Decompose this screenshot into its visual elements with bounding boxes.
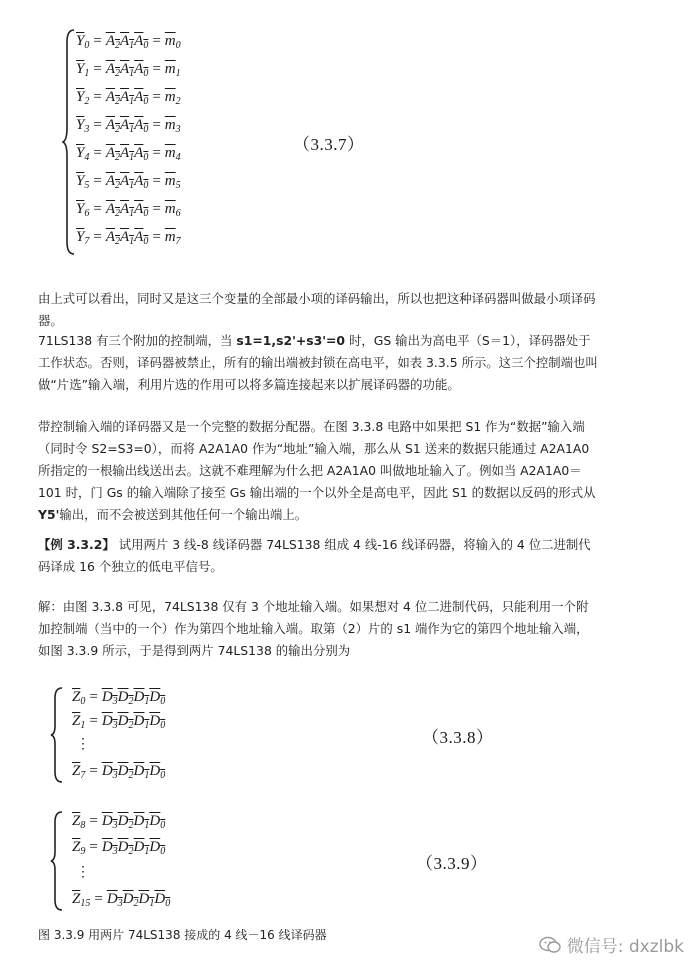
address-variable: A — [119, 61, 130, 77]
input-d: D — [101, 689, 113, 705]
minterm-product — [106, 145, 149, 161]
minterm-product — [102, 763, 165, 779]
equals-sign: = — [93, 117, 102, 133]
equals-sign: = — [152, 173, 161, 189]
input-d: D — [117, 713, 129, 729]
subscript: 6 — [175, 208, 181, 219]
equals-sign: = — [94, 891, 103, 907]
subscript: 0 — [160, 846, 166, 857]
minterm-product — [106, 61, 149, 77]
minterm-product — [106, 201, 149, 217]
equation-row — [76, 90, 181, 107]
paragraph-example: 【例 3.3.2】 试用两片 3 线-8 线译码器 74LS138 组成 4 线-16 线译码器，将输入的 4 位二进制代码译成 16 个独立的低电平信号。 — [38, 537, 591, 574]
subscript: 0 — [160, 770, 166, 781]
address-variable: A — [105, 89, 115, 105]
equals-sign: = — [89, 763, 98, 779]
output-y: $\overline{Y}$ — [76, 89, 85, 105]
subscript: 0 — [84, 40, 90, 51]
input-d: D — [117, 689, 129, 705]
equation-row — [72, 764, 165, 781]
input-d: D — [154, 891, 166, 907]
subscript: 1 — [84, 68, 90, 79]
input-d: D — [149, 689, 161, 705]
minterm-m: $\overline{m}$ — [164, 33, 176, 49]
subscript: 1 — [129, 124, 135, 135]
subscript: 1 — [129, 40, 135, 51]
address-variable: A — [105, 229, 115, 245]
input-d: D — [106, 891, 118, 907]
equals-sign: = — [93, 145, 102, 161]
subscript: 1 — [149, 898, 155, 909]
equals-sign: = — [152, 229, 161, 245]
equals-sign: = — [93, 61, 102, 77]
subscript: 2 — [84, 96, 90, 107]
output-y: $\overline{Y}$ — [76, 117, 85, 133]
input-d: D — [117, 839, 129, 855]
address-variable: A — [134, 33, 144, 49]
subscript: 3 — [175, 124, 181, 135]
subscript: 2 — [114, 152, 120, 163]
input-d: D — [149, 813, 161, 829]
subscript: 0 — [160, 720, 166, 731]
minterm-product — [106, 229, 149, 245]
address-variable: A — [119, 229, 130, 245]
address-variable: A — [119, 173, 130, 189]
subscript: 2 — [175, 96, 181, 107]
minterm-m: $\overline{m}$ — [164, 89, 176, 105]
input-d: D — [149, 713, 161, 729]
subscript: 2 — [128, 696, 134, 707]
subscript: 1 — [175, 68, 181, 79]
minterm-product — [106, 117, 149, 133]
minterm-m: $\overline{m}$ — [164, 201, 176, 217]
subscript: 1 — [144, 846, 150, 857]
address-variable: A — [134, 117, 144, 133]
subscript: 2 — [114, 124, 120, 135]
subscript: 7 — [80, 770, 86, 781]
output-y: $\overline{Y}$ — [76, 229, 85, 245]
input-d: D — [101, 713, 113, 729]
subscript: 0 — [143, 208, 149, 219]
subscript: 0 — [143, 68, 149, 79]
left-brace-icon — [50, 810, 64, 912]
address-variable: A — [119, 89, 130, 105]
input-d: D — [149, 839, 161, 855]
subscript: 0 — [160, 820, 166, 831]
paragraph-control-inputs: 71LS138 有三个附加的控制端，当 s1=1,s2'+s3'=0 时，GS 输出为高电平（S＝1），译码器处于工作状态。否则，译码器被禁止，所有的输出端被封锁在高电平，如表 3.3.5 所示。这三个控制端也叫做“片选”输入端，利用片选的作用可以将多篇连接起来以扩展译码器的功能。 — [38, 333, 598, 392]
input-d: D — [149, 763, 161, 779]
subscript: 3 — [112, 696, 118, 707]
address-variable: A — [119, 33, 130, 49]
minterm-product — [102, 713, 165, 729]
equation-row — [76, 174, 181, 191]
subscript: 1 — [129, 152, 135, 163]
address-variable: A — [119, 117, 130, 133]
subscript: 2 — [114, 40, 120, 51]
address-variable: A — [105, 145, 115, 161]
subscript: 2 — [128, 770, 134, 781]
subscript: 3 — [117, 898, 123, 909]
subscript: 5 — [175, 180, 181, 191]
subscript: 3 — [84, 124, 90, 135]
minterm-product — [106, 173, 149, 189]
minterm-product — [106, 33, 149, 49]
output-y: $\overline{Y}$ — [76, 145, 85, 161]
subscript: 2 — [128, 820, 134, 831]
equation-row — [76, 202, 181, 219]
subscript: 4 — [84, 152, 90, 163]
input-d: D — [117, 763, 129, 779]
address-variable: A — [105, 201, 115, 217]
subscript: 1 — [144, 820, 150, 831]
address-variable: A — [105, 173, 115, 189]
equation-row — [76, 146, 181, 163]
subscript: 7 — [84, 236, 90, 247]
address-variable: A — [134, 89, 144, 105]
minterm-product — [102, 689, 165, 705]
output-z: $\overline{Z}$ — [72, 813, 81, 829]
input-d: D — [138, 891, 150, 907]
equation-number-3-3-8: （3.3.8） — [422, 728, 494, 747]
output-z: $\overline{Z}$ — [72, 689, 81, 705]
output-y: $\overline{Y}$ — [76, 201, 85, 217]
subscript: 0 — [160, 696, 166, 707]
address-variable: A — [134, 201, 144, 217]
minterm-m: $\overline{m}$ — [164, 229, 176, 245]
address-variable: A — [105, 117, 115, 133]
input-d: D — [101, 839, 113, 855]
equals-sign: = — [89, 713, 98, 729]
subscript: 6 — [84, 208, 90, 219]
subscript: 9 — [80, 846, 86, 857]
address-variable: A — [105, 61, 115, 77]
subscript: 0 — [165, 898, 171, 909]
subscript: 2 — [128, 846, 134, 857]
minterm-product — [106, 89, 149, 105]
wechat-icon — [539, 936, 561, 954]
minterm-product — [102, 813, 165, 829]
equation-row — [76, 230, 181, 247]
vertical-ellipsis: ⋮ — [76, 864, 90, 880]
equals-sign: = — [152, 89, 161, 105]
equation-row — [76, 62, 181, 79]
subscript: 2 — [128, 720, 134, 731]
subscript: 0 — [143, 180, 149, 191]
address-variable: A — [119, 145, 130, 161]
subscript: 2 — [114, 96, 120, 107]
subscript: 7 — [175, 236, 181, 247]
equals-sign: = — [93, 33, 102, 49]
subscript: 2 — [114, 68, 120, 79]
left-brace-icon — [62, 28, 76, 256]
equals-sign: = — [93, 229, 102, 245]
address-variable: A — [119, 201, 130, 217]
address-variable: A — [134, 145, 144, 161]
left-brace-icon — [50, 686, 64, 784]
subscript: 1 — [129, 180, 135, 191]
subscript: 4 — [175, 152, 181, 163]
address-variable: A — [134, 61, 144, 77]
equation-row — [72, 690, 165, 707]
minterm-m: $\overline{m}$ — [164, 61, 176, 77]
subscript: 0 — [143, 40, 149, 51]
vertical-ellipsis: ⋮ — [76, 736, 90, 752]
input-d: D — [122, 891, 134, 907]
subscript: 2 — [114, 208, 120, 219]
address-variable: A — [134, 229, 144, 245]
input-d: D — [133, 713, 145, 729]
subscript: 0 — [143, 236, 149, 247]
subscript: 0 — [143, 96, 149, 107]
equals-sign: = — [89, 689, 98, 705]
minterm-product — [102, 839, 165, 855]
output-y: $\overline{Y}$ — [76, 173, 85, 189]
subscript: 15 — [80, 898, 91, 909]
equation-3-3-7 — [62, 28, 222, 256]
output-z: $\overline{Z}$ — [72, 891, 81, 907]
minterm-m: $\overline{m}$ — [164, 117, 176, 133]
paragraph-minterm: 由上式可以看出，同时又是这三个变量的全部最小项的译码输出，所以也把这种译码器叫做最小项译码器。 — [38, 291, 596, 328]
equation-row — [72, 814, 165, 831]
minterm-m: $\overline{m}$ — [164, 173, 176, 189]
subscript: 1 — [129, 68, 135, 79]
output-z: $\overline{Z}$ — [72, 713, 81, 729]
subscript: 2 — [114, 180, 120, 191]
equals-sign: = — [89, 839, 98, 855]
minterm-product — [107, 891, 170, 907]
equals-sign: = — [152, 117, 161, 133]
input-d: D — [101, 813, 113, 829]
equals-sign: = — [89, 813, 98, 829]
equals-sign: = — [93, 173, 102, 189]
equation-row — [72, 714, 165, 731]
input-d: D — [101, 763, 113, 779]
paragraph-data-distributor: 带控制输入端的译码器又是一个完整的数据分配器。在图 3.3.8 电路中如果把 S1 作为“数据”输入端（同时令 S2=S3=0），而将 A2A1A0 作为“地址”输入端，那么从 S1 送来的数据只能通过 A2A1A0 所指定的一根输出线送出去。这就不难理解为什么把 A2A1A0 叫做地址输入了。例如当 A2A1A0＝101 时，门 Gs 的输入端除了接至 Gs 输出端的一个以外全是高电平，因此 S1 的数据以反码的形式从Y5'输出，而不会被送到其他任何一个输出端上。 — [38, 419, 596, 522]
paragraph-solution: 解：由图 3.3.8 可见，74LS138 仅有 3 个地址输入端。如果想对 4 位二进制代码，只能利用一个附加控制端（当中的一个）作为第四个地址输入端。取第（2）片的 s1 端作为它的第四个地址输入端，如图 3.3.9 所示，于是得到两片 74LS138 的输出分别为 — [38, 599, 589, 658]
equals-sign: = — [152, 145, 161, 161]
subscript: 3 — [112, 770, 118, 781]
output-z: $\overline{Z}$ — [72, 763, 81, 779]
subscript: 0 — [143, 152, 149, 163]
output-y: $\overline{Y}$ — [76, 61, 85, 77]
input-d: D — [133, 763, 145, 779]
minterm-m: $\overline{m}$ — [164, 145, 176, 161]
subscript: 2 — [114, 236, 120, 247]
subscript: 1 — [144, 770, 150, 781]
figure-caption: 图 3.3.9 用两片 74LS138 接成的 4 线－16 线译码器 — [38, 928, 327, 942]
subscript: 1 — [129, 96, 135, 107]
equals-sign: = — [152, 33, 161, 49]
equation-row — [72, 892, 170, 909]
subscript: 0 — [175, 40, 181, 51]
equation-row — [72, 840, 165, 857]
equals-sign: = — [93, 89, 102, 105]
subscript: 8 — [80, 820, 86, 831]
equals-sign: = — [152, 61, 161, 77]
equation-3-3-9 — [50, 810, 250, 912]
equals-sign: = — [93, 201, 102, 217]
subscript: 3 — [112, 720, 118, 731]
subscript: 1 — [80, 720, 86, 731]
input-d: D — [133, 839, 145, 855]
address-variable: A — [105, 33, 115, 49]
input-d: D — [133, 813, 145, 829]
subscript: 3 — [112, 846, 118, 857]
equation-number-3-3-9: （3.3.9） — [416, 854, 488, 873]
subscript: 0 — [143, 124, 149, 135]
watermark-text: 微信号: dxzlbk — [566, 937, 684, 957]
subscript: 5 — [84, 180, 90, 191]
address-variable: A — [134, 173, 144, 189]
input-d: D — [133, 689, 145, 705]
subscript: 1 — [129, 208, 135, 219]
equals-sign: = — [152, 201, 161, 217]
wechat-watermark — [539, 932, 684, 957]
output-y: $\overline{Y}$ — [76, 33, 85, 49]
equation-row — [76, 34, 181, 51]
subscript: 1 — [144, 696, 150, 707]
output-z: $\overline{Z}$ — [72, 839, 81, 855]
subscript: 1 — [129, 236, 135, 247]
equation-3-3-8 — [50, 686, 250, 784]
subscript: 0 — [80, 696, 86, 707]
input-d: D — [117, 813, 129, 829]
subscript: 2 — [133, 898, 139, 909]
equation-number-3-3-7: （3.3.7） — [293, 135, 365, 154]
equation-row — [76, 118, 181, 135]
subscript: 3 — [112, 820, 118, 831]
subscript: 1 — [144, 720, 150, 731]
